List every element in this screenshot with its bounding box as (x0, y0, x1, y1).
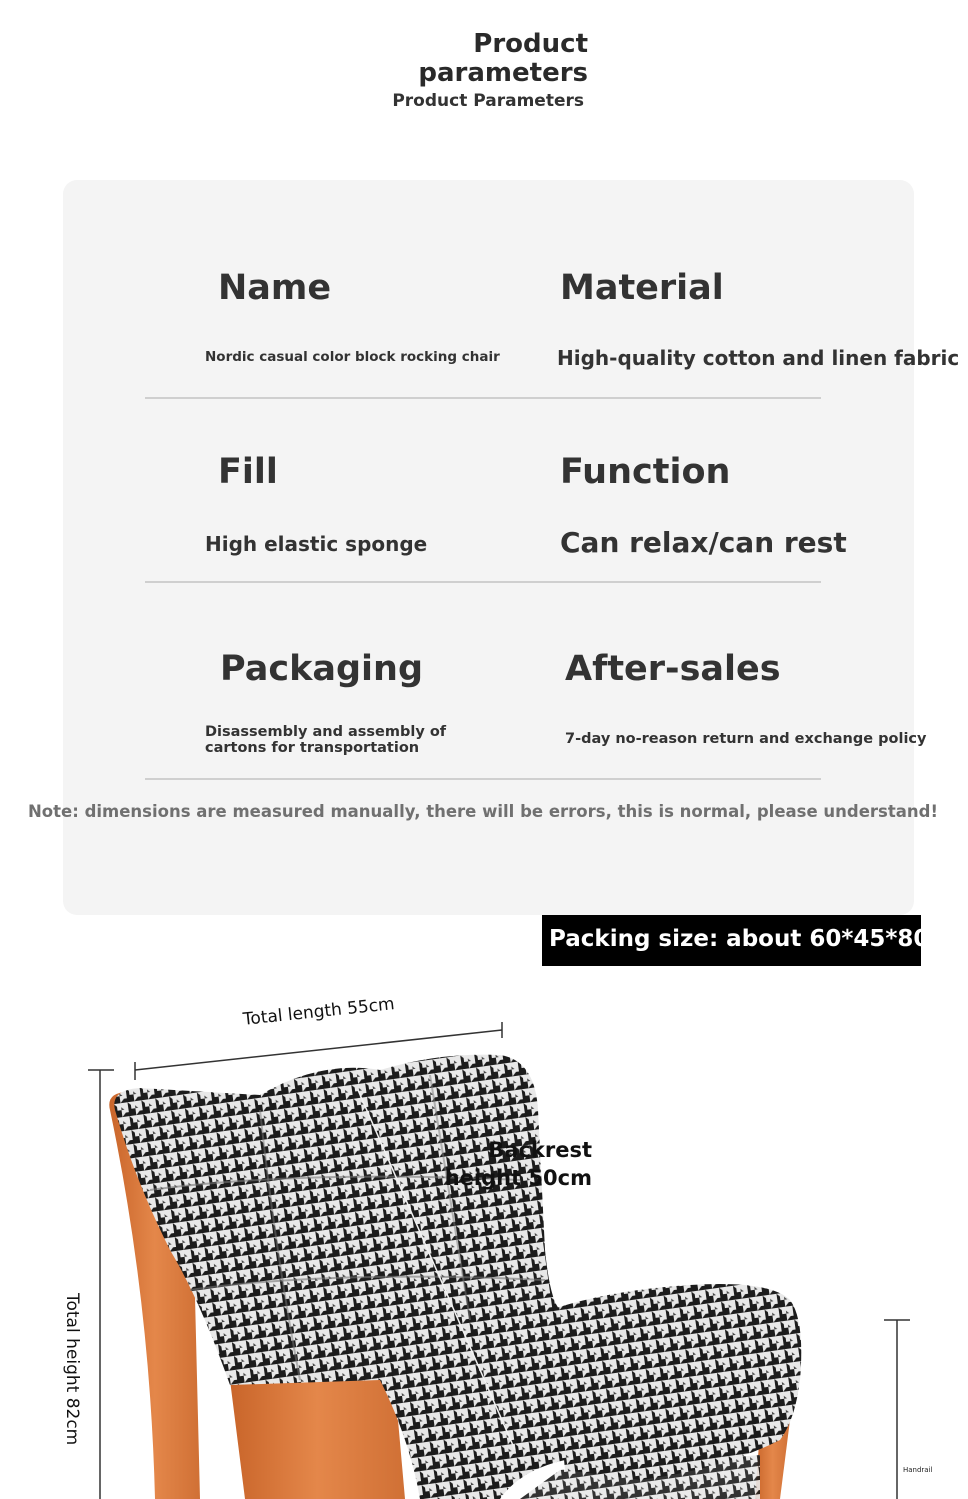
param-label-material: Material (560, 268, 724, 308)
measurement-note: Note: dimensions are measured manually, there will be errors, this is normal, please understand! (28, 802, 938, 821)
param-value-material: High-quality cotton and linen fabric (557, 346, 960, 370)
total-height-label: Total height 82cm (62, 1293, 82, 1446)
packing-size-text: Packing size: about 60*45*80 (549, 926, 930, 952)
row-divider (145, 397, 821, 399)
param-label-packaging: Packaging (220, 649, 423, 689)
param-label-function: Function (560, 452, 731, 492)
param-value-name: Nordic casual color block rocking chair (205, 349, 500, 365)
backrest-height-label: Backrest height 50cm (444, 1138, 592, 1190)
param-value-after-sales: 7-day no-reason return and exchange policy (565, 731, 927, 747)
row-divider (145, 778, 821, 780)
page-subtitle: Product Parameters (392, 91, 584, 111)
page-title: Product parameters (418, 29, 588, 88)
param-value-packaging: Disassembly and assembly of cartons for transportation (205, 724, 447, 756)
param-label-fill: Fill (218, 452, 278, 492)
chair-image (0, 1000, 968, 1499)
handrail-label: Handrail (903, 1466, 933, 1474)
param-label-after-sales: After-sales (565, 649, 781, 689)
param-value-fill: High elastic sponge (205, 532, 428, 556)
param-value-function: Can relax/can rest (560, 526, 847, 559)
row-divider (145, 581, 821, 583)
total-length-label: Total length 55cm (242, 994, 396, 1030)
param-label-name: Name (218, 268, 332, 308)
